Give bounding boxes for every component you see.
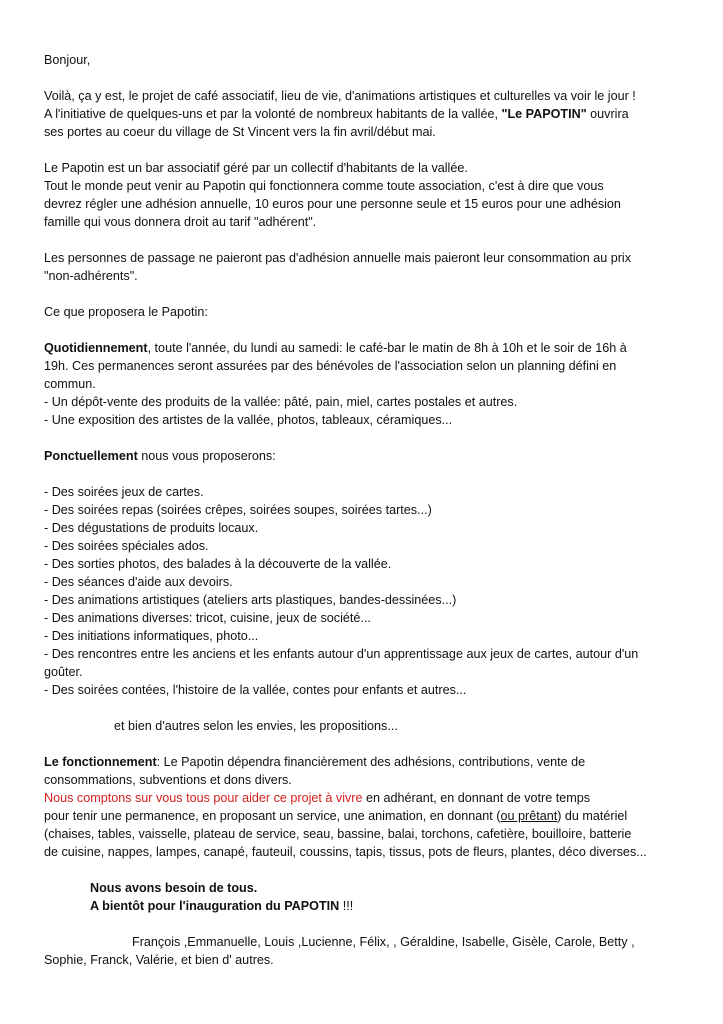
intro-text: A l'initiative de quelques-uns et par la volonté de nombreux habitants de la vallée,: [44, 107, 502, 121]
operation-line-1: [44, 753, 694, 771]
operation-text: ) du matériel: [557, 809, 628, 823]
membership-line-1: Le Papotin est un bar associatif géré par un collectif d'habitants de la vallée.: [44, 161, 468, 175]
membership-line-4: famille qui vous donnera droit au tarif "adhérent".: [44, 215, 317, 229]
list-item: - Des dégustations de produits locaux.: [44, 521, 259, 535]
occasional-heading: Ponctuellement: [44, 449, 138, 463]
occasional-closing: et bien d'autres selon les envies, les propositions...: [114, 719, 398, 733]
operation-line-5: (chaises, tables, vaisselle, plateau de service, seau, bassine, balai, torchons, cafetière, bouilloire, batterie: [44, 827, 632, 841]
list-item: - Des rencontres entre les anciens et les enfants autour d'un apprentissage aux jeux de cartes, autour d'un: [44, 647, 639, 661]
occasional-text: nous vous proposerons:: [137, 449, 276, 463]
list-item: - Des animations artistiques (ateliers arts plastiques, bandes-dessinées...): [44, 593, 457, 607]
operation-text: : Le Papotin dépendra financièrement des adhésions, contributions, vente de: [156, 755, 586, 769]
list-item: - Des animations diverses: tricot, cuisine, jeux de société...: [44, 611, 371, 625]
daily-line-1: [44, 339, 694, 357]
membership-line-3: devrez régler une adhésion annuelle, 10 euros pour une personne seule et 15 euros pour une adhésion: [44, 197, 621, 211]
call-to-action: Nous comptons sur vous tous pour aider ce projet à vivre: [44, 791, 363, 805]
passing-line-1: Les personnes de passage ne paieront pas d'adhésion annuelle mais paieront leur consommation au prix: [44, 251, 631, 265]
passing-line-2: "non-adhérents".: [44, 269, 138, 283]
membership-line-2: Tout le monde peut venir au Papotin qui fonctionnera comme toute association, c'est à dire que vous: [44, 179, 604, 193]
papotin-name: "Le PAPOTIN": [501, 107, 587, 121]
offer-intro: Ce que proposera le Papotin:: [44, 305, 208, 319]
signature-line-1: François ,Emmanuelle, Louis ,Lucienne, Félix, , Géraldine, Isabelle, Gisèle, Carole, Betty ,: [132, 935, 635, 949]
closing-need: Nous avons besoin de tous.: [90, 881, 258, 895]
underlined-phrase: ou prêtant: [500, 809, 558, 823]
operation-text: pour tenir une permanence, en proposant un service, une animation, en donnant (: [44, 809, 501, 823]
daily-item: - Une exposition des artistes de la vallée, photos, tableaux, céramiques...: [44, 413, 453, 427]
intro-line-3: ses portes au coeur du village de St Vincent vers la fin avril/début mai.: [44, 125, 436, 139]
daily-line-2: 19h. Ces permanences seront assurées par des bénévoles de l'association selon un planning défini en: [44, 359, 617, 373]
intro-text-end: ouvrira: [586, 107, 629, 121]
occasional-heading-line: [44, 447, 694, 465]
closing-line-2: [44, 897, 694, 915]
greeting: Bonjour,: [44, 53, 91, 67]
letter-body: [44, 51, 694, 969]
list-item: - Des soirées contées, l'histoire de la vallée, contes pour enfants et autres...: [44, 683, 467, 697]
operation-heading: Le fonctionnement: [44, 755, 157, 769]
list-item: goûter.: [44, 665, 83, 679]
operation-line-3: [44, 789, 694, 807]
list-item: - Des soirées spéciales ados.: [44, 539, 209, 553]
list-item: - Des séances d'aide aux devoirs.: [44, 575, 233, 589]
closing-line-1: [44, 879, 694, 897]
operation-line-4: [44, 807, 694, 825]
list-item: - Des initiations informatiques, photo...: [44, 629, 259, 643]
daily-heading: Quotidiennement: [44, 341, 148, 355]
list-item: - Des sorties photos, des balades à la découverte de la vallée.: [44, 557, 392, 571]
daily-line-3: commun.: [44, 377, 96, 391]
closing-exclamation: !!!: [339, 899, 354, 913]
list-item: - Des soirées repas (soirées crêpes, soirées soupes, soirées tartes...): [44, 503, 432, 517]
list-item: - Des soirées jeux de cartes.: [44, 485, 204, 499]
signature-line-2: Sophie, Franck, Valérie, et bien d' autres.: [44, 953, 274, 967]
intro-line-1: Voilà, ça y est, le projet de café associatif, lieu de vie, d'animations artistiques et culturelles va voir le jour !: [44, 89, 636, 103]
operation-line-2: consommations, subventions et dons divers.: [44, 773, 292, 787]
operation-text: en adhérant, en donnant de votre temps: [362, 791, 591, 805]
closing-inauguration: A bientôt pour l'inauguration du PAPOTIN: [90, 899, 340, 913]
daily-item: - Un dépôt-vente des produits de la vallée: pâté, pain, miel, cartes postales et autres.: [44, 395, 518, 409]
daily-text: , toute l'année, du lundi au samedi: le café-bar le matin de 8h à 10h et le soir de 16h à: [147, 341, 627, 355]
intro-line-2: [44, 105, 694, 123]
operation-line-6: de cuisine, nappes, lampes, canapé, fauteuil, coussins, tapis, tissus, pots de fleurs, plantes, déco diverses...: [44, 845, 647, 859]
